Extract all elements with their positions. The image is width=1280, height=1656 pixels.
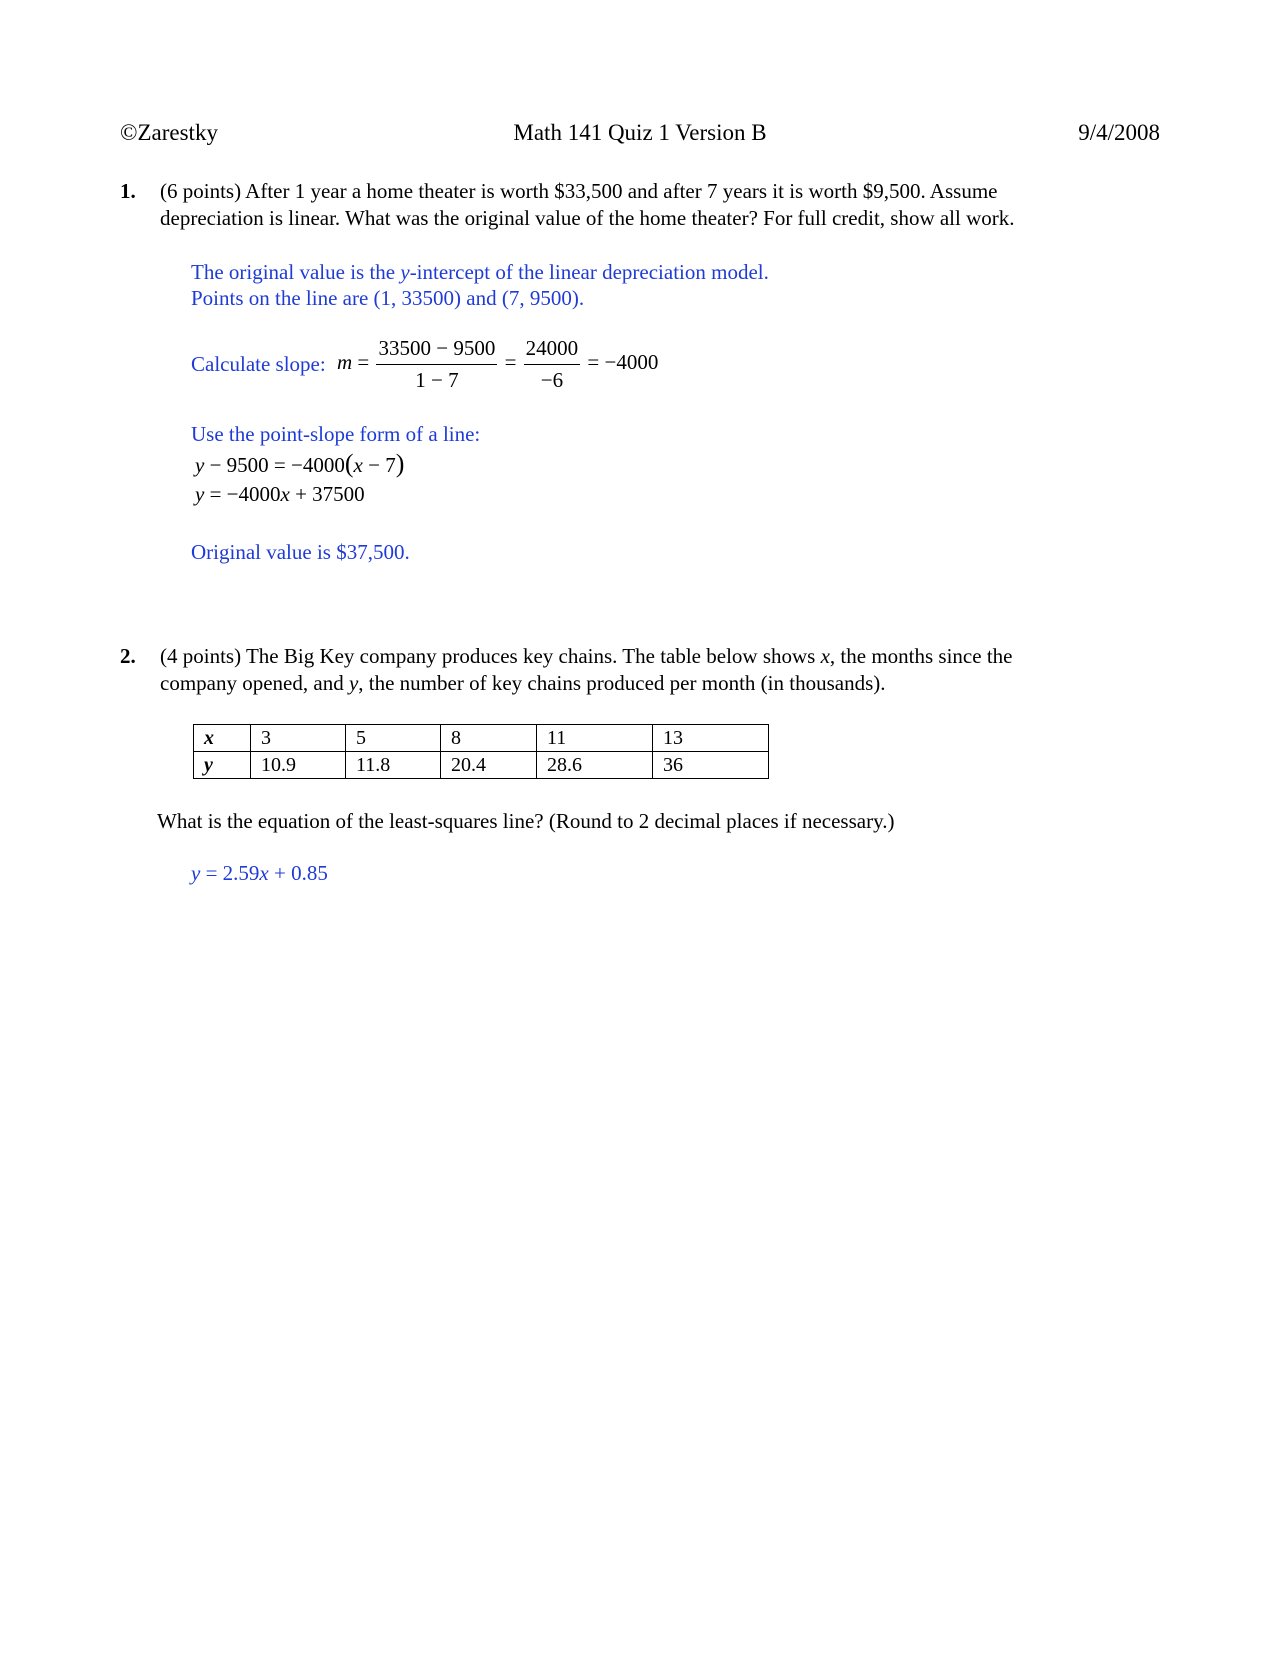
table-cell: 13	[653, 725, 769, 752]
q1-answer-line-1-pre: The original value is the	[191, 260, 401, 284]
slope-fraction-1-denominator: 1 − 7	[415, 368, 459, 392]
q2-prompt: What is the equation of the least-squares line? (Round to 2 decimal places if necessary.)	[157, 809, 895, 833]
ps1-b: − 7	[362, 453, 396, 477]
q2-answer-x: x	[259, 861, 269, 885]
q2-line-2-a: company opened, and	[160, 671, 349, 695]
ps2-x: x	[280, 482, 290, 506]
q2-line-1-b: , the months since the	[829, 644, 1013, 668]
ps1-x: x	[353, 453, 363, 477]
q1-answer-line-2: Points on the line are (1, 33500) and (7, 9500).	[191, 286, 585, 310]
table-cell: 11.8	[346, 752, 441, 779]
slope-fraction-2-numerator: 24000	[524, 336, 581, 365]
slope-var: m	[336, 350, 353, 375]
question-2-number: 2.	[120, 644, 136, 668]
q2-line-2-b: , the number of key chains produced per month (in thousands).	[358, 671, 886, 695]
q2-answer-b: + 0.85	[268, 861, 328, 885]
table-row-y	[194, 752, 769, 779]
page-header	[120, 120, 1160, 150]
question-1-line-2: depreciation is linear. What was the original value of the home theater? For full credit, show all work.	[160, 206, 1015, 230]
question-2	[120, 643, 1120, 697]
q1-answer-line-1	[191, 259, 769, 285]
table-y-label: y	[194, 752, 251, 779]
table-cell: 8	[441, 725, 537, 752]
q1-point-slope	[191, 420, 480, 509]
ps2-y: y	[195, 482, 205, 506]
question-2-line-2	[160, 670, 1120, 697]
slope-result: = −4000	[587, 350, 659, 375]
slope-fraction-2	[524, 336, 581, 393]
table-cell: 10.9	[251, 752, 346, 779]
key-chain-table	[193, 724, 769, 779]
ps2-b: + 37500	[289, 482, 365, 506]
slope-equation	[336, 336, 659, 392]
table-cell: 3	[251, 725, 346, 752]
point-slope-line-1: y − 9500 = −4000(x − 7)	[195, 449, 405, 478]
question-2-text	[160, 643, 1120, 697]
q1-conclusion: Original value is $37,500.	[191, 540, 410, 564]
q2-answer	[191, 860, 328, 886]
header-title: Math 141 Quiz 1 Version B	[513, 120, 767, 145]
slope-fraction-2-denominator: −6	[540, 368, 564, 392]
table-cell: 5	[346, 725, 441, 752]
q2-line-1-x: x	[820, 644, 830, 668]
ps1-a: − 9500 = −4000	[204, 453, 345, 477]
table-row-x	[194, 725, 769, 752]
slope-fraction-1-numerator: 33500 − 9500	[376, 336, 497, 365]
slope-label: Calculate slope:	[191, 352, 326, 376]
q2-answer-y: y	[191, 861, 201, 885]
q2-line-2-y: y	[348, 671, 359, 695]
table-cell: 11	[537, 725, 653, 752]
slope-eq-1: =	[357, 350, 370, 375]
q1-slope-calc	[191, 336, 658, 393]
table-cell: 28.6	[537, 752, 653, 779]
slope-eq-2: =	[504, 350, 517, 375]
point-slope-label: Use the point-slope form of a line:	[191, 422, 481, 446]
question-1-number: 1.	[120, 179, 136, 203]
question-1-text	[160, 178, 1120, 232]
q2-answer-a: = 2.59	[200, 861, 260, 885]
question-2-line-1	[160, 643, 1120, 670]
question-1-line-1: (6 points) After 1 year a home theater is worth $33,500 and after 7 years it is worth $9,500. Assume	[160, 179, 998, 203]
table-cell: 36	[653, 752, 769, 779]
point-slope-line-2	[195, 480, 480, 509]
question-1	[120, 178, 1120, 232]
q2-line-1-a: (4 points) The Big Key company produces key chains. The table below shows	[160, 644, 821, 668]
q1-answer-intro	[191, 259, 769, 311]
header-author: ©Zarestky	[120, 120, 218, 145]
table-cell: 20.4	[441, 752, 537, 779]
q1-answer-line-1-post: -intercept of the linear depreciation model.	[409, 260, 769, 284]
table-x-label: x	[194, 725, 251, 752]
q1-answer-line-1-var: y	[400, 260, 410, 284]
slope-fraction-1	[376, 336, 497, 393]
ps2-a: = −4000	[204, 482, 281, 506]
ps1-y: y	[195, 453, 205, 477]
header-date: 9/4/2008	[1078, 120, 1160, 145]
